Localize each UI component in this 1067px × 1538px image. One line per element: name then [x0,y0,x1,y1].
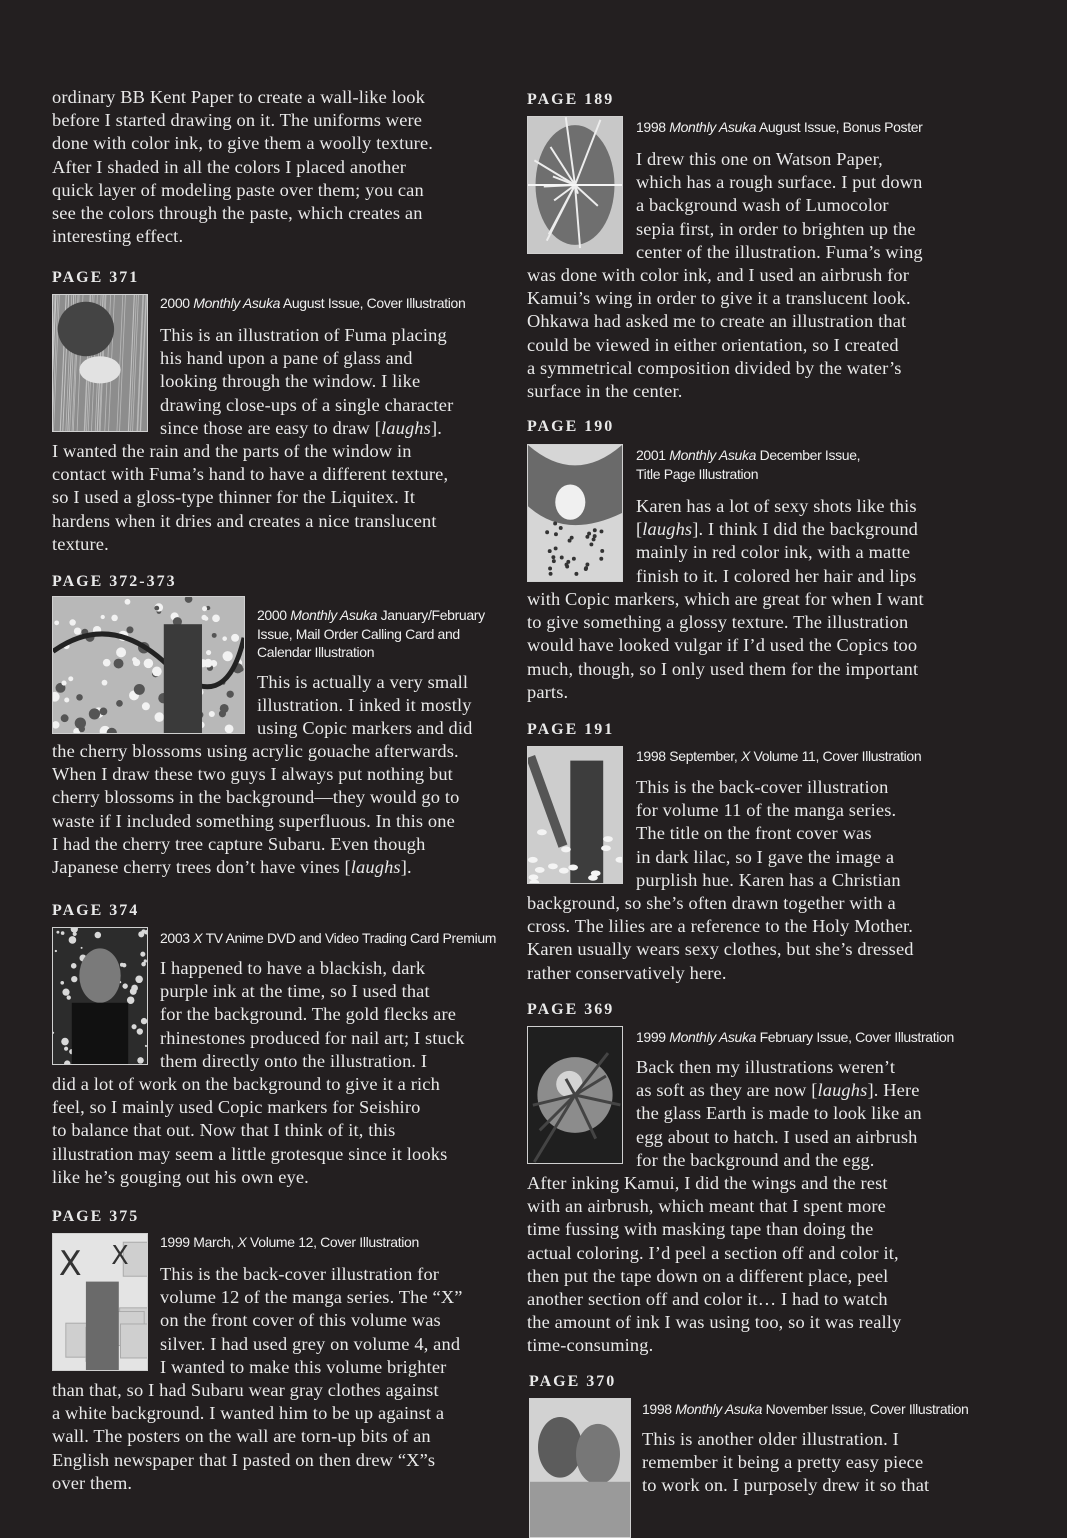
text-line: I drew this one on Watson Paper, [636,148,923,171]
text-line: interesting effect. [52,225,500,248]
text-line: I wanted the rain and the parts of the window in [52,440,448,463]
intro-paragraph [52,86,500,248]
entry-text-beside [636,776,901,892]
entry-heading: PAGE 369 [527,1000,614,1020]
text-line: purple ink at the time, so I used that [160,980,465,1003]
text-line: like he’s gouging out his own eye. [52,1166,447,1189]
entry-caption [636,446,860,483]
text-line: Karen has a lot of sexy shots like this [636,495,918,518]
entry-text-beside [257,671,473,741]
text-line: This is another older illustration. I [642,1428,929,1451]
text-line: This is the back-cover illustration [636,776,901,799]
text-line: rhinestones produced for nail art; I stuck [160,1027,465,1050]
text-line: rather conservatively here. [527,962,914,985]
text-line: drawing close-ups of a single character [160,394,453,417]
text-line: for the background. The gold flecks are [160,1003,465,1026]
illustration-thumbnail [527,444,623,582]
text-line: over them. [52,1472,444,1495]
caption-line: Issue, Mail Order Calling Card and [257,625,485,644]
text-line: a symmetrical composition divided by the water’s [527,357,911,380]
text-line: for the background and the egg. [636,1149,922,1172]
text-line: contact with Fuma’s hand to have a different texture, [52,463,448,486]
illustration-thumbnail [52,927,148,1065]
text-line: would have looked vulgar if I’d used the Copics too [527,634,924,657]
text-line: After I shaded in all the colors I placed another [52,156,500,179]
caption-line: Title Page Illustration [636,465,860,484]
text-line: This is the back-cover illustration for [160,1263,463,1286]
entry-text-beside [160,957,465,1073]
text-line: did a lot of work on the background to give it a rich [52,1073,447,1096]
text-line: to balance that out. Now that I think of it, this [52,1119,447,1142]
text-line: cherry blossoms in the background—they would go to [52,786,459,809]
text-line: than that, so I had Subaru wear gray clothes against [52,1379,444,1402]
text-line: egg about to hatch. I used an airbrush [636,1126,922,1149]
entry-heading: PAGE 190 [527,417,614,437]
svg-text:X: X [59,1244,82,1283]
text-line: hardens when it dries and creates a nice translucent [52,510,448,533]
illustration-thumbnail [52,596,245,734]
left-column [52,0,500,1500]
text-line: them directly onto the illustration. I [160,1050,465,1073]
text-line: the amount of ink I was using too, so it was really [527,1311,901,1334]
entry-heading: PAGE 375 [52,1207,139,1227]
entry-caption [636,1028,954,1047]
text-line: remember it being a pretty easy piece [642,1451,929,1474]
entry-caption [636,747,921,766]
text-line: silver. I had used grey on volume 4, and [160,1333,463,1356]
text-line: When I draw these two guys I always put nothing but [52,763,459,786]
text-line: much, though, so I only used them for the important [527,658,924,681]
caption-line: 1999 Monthly Asuka February Issue, Cover Illustration [636,1028,954,1047]
text-line: the cherry blossoms using acrylic gouache afterwards. [52,740,459,763]
caption-line: 2000 Monthly Asuka August Issue, Cover Illustration [160,294,465,313]
entry-heading: PAGE 370 [529,1372,616,1392]
text-line: the glass Earth is made to look like an [636,1102,922,1125]
entry-caption [642,1400,968,1419]
caption-line: 1999 March, X Volume 12, Cover Illustration [160,1233,419,1252]
entry-text-beside [642,1428,929,1498]
entry-text-beside [636,495,918,588]
text-line: since those are easy to draw [laughs]. [160,417,453,440]
text-line: to work on. I purposely drew it so that [642,1474,929,1497]
entry-caption [636,118,923,137]
text-line: Karen usually wears sexy clothes, but she’s dressed [527,938,914,961]
text-line: a white background. I wanted him to be up against a [52,1402,444,1425]
entry-text-below [527,1172,901,1358]
intro-text [52,86,500,248]
text-line: was done with color ink, and I used an airbrush for [527,264,911,287]
text-line: could be viewed in either orientation, so I created [527,334,911,357]
text-line: illustration may seem a little grotesque since it looks [52,1143,447,1166]
entry-text-below [527,892,914,985]
text-line: Ohkawa had asked me to create an illustration that [527,310,911,333]
text-line: as soft as they are now [laughs]. Here [636,1079,922,1102]
illustration-thumbnail [527,116,623,254]
entry-text-below [52,1073,447,1189]
entry-heading: PAGE 189 [527,90,614,110]
caption-line: Calendar Illustration [257,643,485,662]
caption-line: 1998 Monthly Asuka August Issue, Bonus Poster [636,118,923,137]
text-line: then put the tape down on a different place, peel [527,1265,901,1288]
text-line: time fussing with masking tape than doing the [527,1218,901,1241]
text-line: I happened to have a blackish, dark [160,957,465,980]
caption-line: 2000 Monthly Asuka January/February [257,606,485,625]
entry-text-below [52,1379,444,1495]
text-line: done with color ink, to give them a woolly texture. [52,132,500,155]
text-line: ordinary BB Kent Paper to create a wall-like look [52,86,500,109]
caption-line: 1998 Monthly Asuka November Issue, Cover Illustration [642,1400,968,1419]
text-line: This is an illustration of Fuma placing [160,324,453,347]
text-line: a background wash of Lumocolor [636,194,923,217]
text-line: center of the illustration. Fuma’s wing [636,241,923,264]
text-line: wall. The posters on the wall are torn-up bits of an [52,1425,444,1448]
right-column [527,0,967,1500]
text-line: another section off and color it… I had to watch [527,1288,901,1311]
text-line: sepia first, in order to brighten up the [636,218,923,241]
entry-caption [160,294,465,313]
text-line: so I used a gloss-type thinner for the Liquitex. It [52,486,448,509]
entry-text-beside [636,148,923,264]
text-line: actual coloring. I’d peel a section off and color it, [527,1242,901,1265]
text-line: mainly in red color ink, with a matte [636,541,918,564]
text-line: using Copic markers and did [257,717,473,740]
text-line: for volume 11 of the manga series. [636,799,901,822]
text-line: Back then my illustrations weren’t [636,1056,922,1079]
text-line: cross. The lilies are a reference to the Holy Mother. [527,915,914,938]
text-line: looking through the window. I like [160,370,453,393]
svg-text:X: X [111,1241,128,1271]
text-line: background, so she’s often drawn together with a [527,892,914,915]
text-line: Japanese cherry trees don’t have vines [laughs]. [52,856,459,879]
entry-heading: PAGE 374 [52,901,139,921]
text-line: texture. [52,533,448,556]
entry-text-below [527,588,924,704]
text-line: his hand upon a pane of glass and [160,347,453,370]
text-line: parts. [527,681,924,704]
entry-text-beside [636,1056,922,1172]
text-line: quick layer of modeling paste over them; you can [52,179,500,202]
text-line: before I started drawing on it. The uniforms were [52,109,500,132]
entry-text-below [527,264,911,403]
illustration-thumbnail [52,294,148,432]
illustration-thumbnail [527,1026,623,1164]
text-line: I wanted to make this volume brighter [160,1356,463,1379]
text-line: with an airbrush, which meant that I spent more [527,1195,901,1218]
entry-text-below [52,740,459,879]
text-line: waste if I included something superfluous. In this one [52,810,459,833]
entry-caption [160,929,496,948]
text-line: purplish hue. Karen has a Christian [636,869,901,892]
entry-caption [257,606,485,662]
text-line: to give something a glossy texture. The illustration [527,611,924,634]
illustration-thumbnail [529,1398,631,1538]
text-line: [laughs]. I think I did the background [636,518,918,541]
caption-line: 1998 September, X Volume 11, Cover Illustration [636,747,921,766]
caption-line: 2001 Monthly Asuka December Issue, [636,446,860,465]
text-line: surface in the center. [527,380,911,403]
text-line: illustration. I inked it mostly [257,694,473,717]
entry-heading: PAGE 372-373 [52,572,177,592]
entry-text-beside [160,1263,463,1379]
text-line: with Copic markers, which are great for when I want [527,588,924,611]
text-line: I had the cherry tree capture Subaru. Even though [52,833,459,856]
text-line: on the front cover of this volume was [160,1309,463,1332]
text-line: This is actually a very small [257,671,473,694]
text-line: time-consuming. [527,1334,901,1357]
text-line: finish to it. I colored her hair and lips [636,565,918,588]
text-line: After inking Kamui, I did the wings and the rest [527,1172,901,1195]
entry-heading: PAGE 371 [52,268,139,288]
text-line: see the colors through the paste, which creates an [52,202,500,225]
entry-text-below [52,440,448,556]
illustration-thumbnail [527,746,623,884]
text-line: The title on the front cover was [636,822,901,845]
text-line: feel, so I mainly used Copic markers for Seishiro [52,1096,447,1119]
text-line: Kamui’s wing in order to give it a translucent look. [527,287,911,310]
illustration-thumbnail [52,1233,148,1371]
caption-line: 2003 X TV Anime DVD and Video Trading Card Premium [160,929,496,948]
entry-text-beside [160,324,453,440]
text-line: in dark lilac, so I gave the image a [636,846,901,869]
entry-caption [160,1233,419,1252]
text-line: English newspaper that I pasted on then drew “X”s [52,1449,444,1472]
text-line: which has a rough surface. I put down [636,171,923,194]
text-line: volume 12 of the manga series. The “X” [160,1286,463,1309]
entry-heading: PAGE 191 [527,720,614,740]
